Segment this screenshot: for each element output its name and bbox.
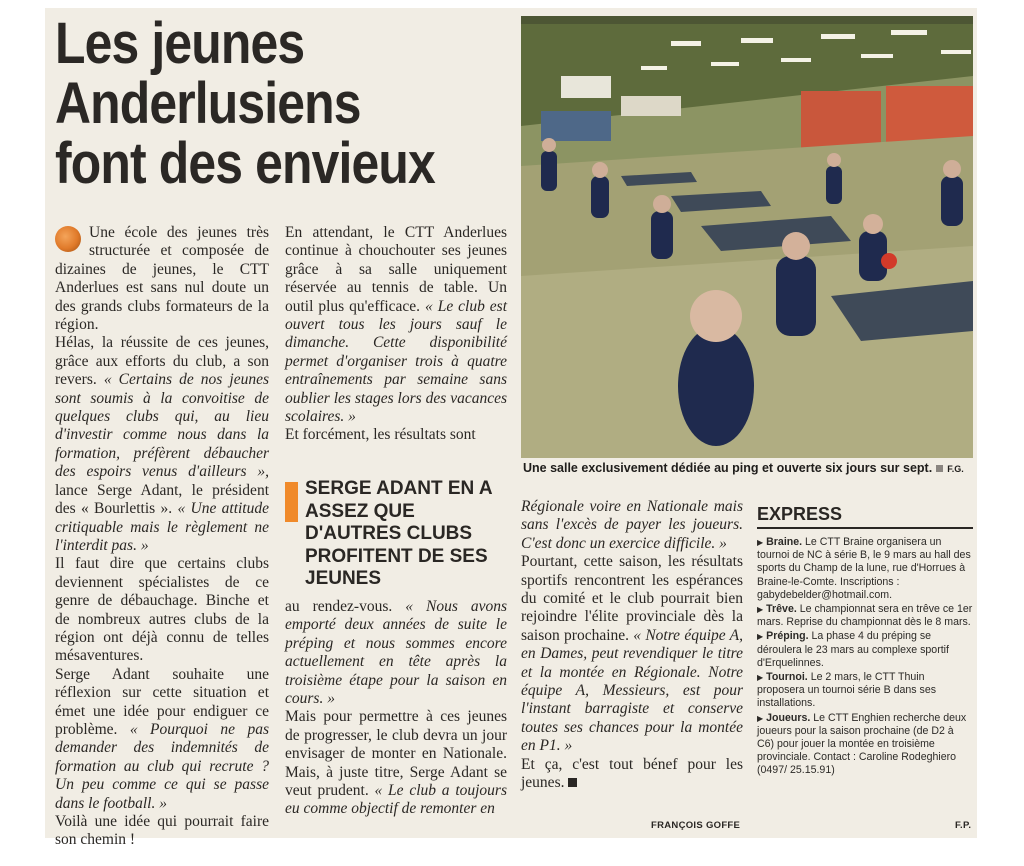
lead-paragraph: Une école des jeunes très structurée et composée de dizaines de jeunes, le CTT Anderlues est sans nul doute un des grands clubs formateurs de la région. bbox=[55, 224, 269, 334]
quote: Régionale voire en Nationale mais sans l'excès de payer les joueurs. C'est donc un exercice difficile. » bbox=[521, 498, 743, 552]
triangle-bullet-icon: ▶ bbox=[757, 538, 764, 547]
paragraph: Serge Adant souhaite une réflexion sur cette situation et émet une idée pour endiguer ce problème. bbox=[55, 665, 269, 738]
express-briefs bbox=[757, 536, 973, 779]
paragraph: Il faut dire que certains clubs deviennent spécialistes de ce genre de débauchage. Binche et de nombreux autres clubs de la région ont déjà connu de telles mésaventures. bbox=[55, 555, 269, 665]
caption-square-icon bbox=[936, 465, 943, 472]
quote: « Nous avons emporté deux années de suite le préping et nous sommes encore actuellement en tête après la troisième étape pour la saison en cours. » bbox=[285, 598, 508, 708]
express-byline: F.P. bbox=[955, 820, 972, 831]
express-item: ▶ Trêve. Le championnat sera en trêve ce 1er mars. Reprise du championnat dès le 8 mars. bbox=[757, 603, 973, 629]
pull-quote-text: SERGE ADANT EN A ASSEZ QUE D'AUTRES CLUBS PROFITENT DE SES JEUNES bbox=[305, 478, 492, 589]
quote: « Le club a toujours eu comme objectif de remonter en bbox=[285, 782, 507, 818]
paragraph: Et forcément, les résultats sont bbox=[285, 426, 476, 444]
article-column-3 bbox=[521, 498, 743, 793]
headline-line-1: Les jeunes bbox=[55, 11, 305, 76]
headline-line-3: font des envieux bbox=[55, 131, 435, 196]
express-title: EXPRESS bbox=[757, 504, 973, 529]
photo-caption bbox=[523, 460, 975, 477]
quote: « Pourquoi ne pas demander des indemnités de formation au club qui recrute ? Un peu comme ce qui se passe dans le football. » bbox=[55, 720, 269, 812]
headline-line-2: Anderlusiens bbox=[55, 71, 361, 136]
triangle-bullet-icon: ▶ bbox=[757, 632, 764, 642]
quote: « Certains de nos jeunes sont soumis à la convoitise de quelques clubs qui, au lieu d'investir comme nous dans la formation, préfèrent débaucher des espoirs venus d'ailleurs », bbox=[55, 371, 270, 481]
article-column-2-top bbox=[285, 224, 507, 445]
article-byline: FRANÇOIS GOFFE bbox=[651, 820, 741, 831]
article-column-1 bbox=[55, 224, 269, 850]
newspaper-clipping bbox=[45, 8, 977, 849]
orange-ball-icon bbox=[55, 226, 81, 252]
quote: « Une attitude critiquable mais le règlement ne l'interdit pas. » bbox=[55, 500, 269, 554]
paragraph: lance Serge Adant, le président des « Bourlettis ». bbox=[55, 481, 269, 518]
triangle-bullet-icon: ▶ bbox=[757, 605, 764, 615]
paragraph: Hélas, la réussite de ces jeunes, grâce aux efforts du club, a son revers. bbox=[55, 334, 269, 389]
express-item: ▶ Préping. La phase 4 du préping se déroulera le 23 mars au complexe sportif d'Erquelinnes. bbox=[757, 630, 949, 669]
article-headline bbox=[55, 11, 451, 196]
table-tennis-hall-photo bbox=[521, 16, 973, 458]
paragraph: Voilà une idée qui pourrait faire son chemin ! bbox=[55, 813, 269, 849]
caption-text: Une salle exclusivement dédiée au ping et ouverte six jours sur sept. bbox=[523, 461, 933, 475]
paragraph: au rendez-vous. bbox=[285, 598, 393, 615]
express-item: ▶ Tournoi. Le 2 mars, le CTT Thuin proposera un tournoi série B dans ses installations. bbox=[757, 671, 937, 710]
pull-quote bbox=[285, 478, 515, 591]
paragraph: Mais pour permettre à ces jeunes de progresser, le club devra un jour envisager de monter en Nationale. Mais, à juste titre, Serge Adant se veut prudent. bbox=[285, 708, 507, 800]
triangle-bullet-icon: ▶ bbox=[757, 713, 764, 723]
article-column-2-bottom bbox=[285, 598, 507, 819]
paragraph: Et ça, c'est tout bénef pour les jeunes. bbox=[521, 755, 743, 792]
express-item: ▶ Braine. Le CTT Braine organisera un tournoi de NC à série B, le 9 mars au hall des sports du Champ de la lune, rue d'Horrues à Braine-le-Comte. Inscriptions : gabydebelder@hotmail.com. bbox=[757, 536, 971, 601]
pull-quote-accent-bar bbox=[285, 482, 298, 522]
end-mark-icon bbox=[568, 778, 577, 787]
photo-credit: F.G. bbox=[947, 464, 964, 474]
paragraph: Pourtant, cette saison, les résultats sportifs rencontrent les espérances du comité et le club pourrait bien rejoindre l'élite provinciale dès la saison prochaine. bbox=[521, 553, 743, 644]
photo-illustration bbox=[521, 16, 973, 458]
quote: « Notre équipe A, en Dames, peut revendiquer le titre et la montée en Régionale. Notre équipe A, Messieurs, est pour l'instant barragiste et conserve toutes ses chances pour la montée en P1. » bbox=[521, 626, 743, 755]
triangle-bullet-icon: ▶ bbox=[757, 673, 764, 683]
paragraph: En attendant, le CTT Anderlues continue à chouchouter ses jeunes grâce à sa salle uniquement réservée au tennis de table. Un outil plus qu'efficace. bbox=[285, 224, 507, 315]
quote: « Le club est ouvert tous les jours sauf le dimanche. Cette disponibilité permet d'organiser trois à quatre entraînements par semaine sans oublier les stages lors des vacances scolaires. » bbox=[285, 297, 507, 426]
express-item: ▶ Joueurs. Le CTT Enghien recherche deux joueurs pour la saison prochaine (de D2 à C6) pour jouer la montée en troisième provinciale. Contact : Caroline Rodeghiero (0497/ 25.15.91) bbox=[757, 711, 967, 777]
